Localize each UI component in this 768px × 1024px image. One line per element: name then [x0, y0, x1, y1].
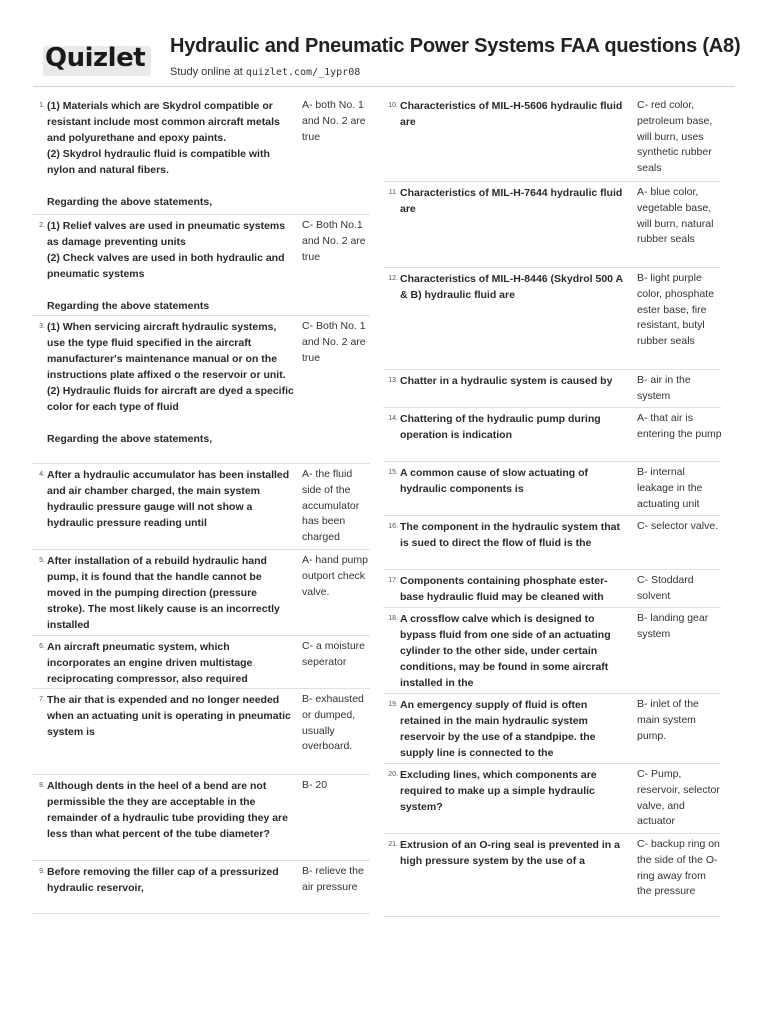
card-number: 17.: [388, 577, 398, 584]
flashcard-1: [32, 95, 370, 215]
card-definition: C- Both No. 1 and No. 2 are true: [302, 320, 366, 364]
flashcard-9: [32, 861, 370, 914]
card-definition: C- Pump, reservoir, selector valve, and actuator: [637, 768, 720, 828]
flashcard-6: [32, 636, 370, 689]
card-number: 12.: [388, 275, 398, 282]
card-definition: B- internal leakage in the actuating unit: [637, 466, 703, 510]
card-term: Excluding lines, which components are required to make up a simple hydraulic system?: [400, 769, 597, 813]
flashcard-20: [383, 764, 721, 834]
card-definition: B- exhausted or dumped, usually overboard.: [302, 693, 364, 753]
flashcard-5: [32, 550, 370, 636]
card-definition: A- both No. 1 and No. 2 are true: [302, 99, 366, 143]
card-term: The component in the hydraulic system that is sued to direct the flow of fluid is the: [400, 521, 620, 549]
card-number: 13.: [388, 377, 398, 384]
flashcard-10: [383, 95, 721, 182]
card-term: Chattering of the hydraulic pump during operation is indication: [400, 413, 601, 441]
card-term: (1) Relief valves are used in pneumatic systems as damage preventing units (2) Check valves are used in both hydraulic and pneumatic systems Regarding the above statements: [47, 220, 286, 312]
card-definition: C- red color, petroleum base, will burn, uses synthetic rubber seals: [637, 99, 713, 175]
card-term: A common cause of slow actuating of hydraulic components is: [400, 467, 589, 495]
flashcard-13: [383, 370, 721, 408]
flashcard-15: [383, 462, 721, 516]
card-number: 19.: [388, 701, 398, 708]
card-number: 21.: [388, 841, 398, 848]
card-definition: B- air in the system: [637, 374, 691, 402]
card-definition: A- hand pump outport check valve.: [302, 554, 368, 598]
card-term: An aircraft pneumatic system, which incorporates an engine driven multistage reciprocating compressor, also required: [47, 641, 253, 685]
page-header: [0, 0, 768, 90]
card-number: 1.: [39, 102, 45, 109]
study-url-link[interactable]: quizlet.com/_1ypr08: [245, 67, 361, 78]
subtitle-prefix: Study online at: [170, 66, 246, 78]
card-number: 2.: [39, 222, 45, 229]
card-number: 20.: [388, 771, 398, 778]
card-term: After installation of a rebuild hydraulic hand pump, it is found that the handle cannot be moved in the pumping direction (pressure stroke). The most likely cause is an incorrectly installed: [47, 555, 280, 631]
card-term: (1) Materials which are Skydrol compatible or resistant include most common aircraft metals and polyurethane and epoxy paints. (2) Skydrol hydraulic fluid is compatible with nylon and natural fibers. Regarding the above statements,: [47, 100, 280, 208]
card-number: 16.: [388, 523, 398, 530]
flashcard-3: [32, 316, 370, 464]
flashcard-7: [32, 689, 370, 775]
card-definition: A- blue color, vegetable base, will burn, natural rubber seals: [637, 186, 714, 246]
card-number: 6.: [39, 643, 45, 650]
card-term: Characteristics of MIL-H-7644 hydraulic fluid are: [400, 187, 623, 215]
flashcard-21: [383, 834, 721, 917]
card-number: 4.: [39, 471, 45, 478]
card-definition: A- that air is entering the pump: [637, 412, 722, 440]
page-subtitle: [170, 66, 360, 78]
card-definition: C- backup ring on the side of the O-ring away from the pressure: [637, 838, 720, 898]
flashcard-2: [32, 215, 370, 316]
card-term: Extrusion of an O-ring seal is prevented in a high pressure system by the use of a: [400, 839, 620, 867]
flashcard-19: [383, 694, 721, 764]
card-term: Chatter in a hydraulic system is caused by: [400, 375, 613, 387]
card-definition: B- 20: [302, 779, 328, 791]
flashcard-16: [383, 516, 721, 570]
card-term: A crossflow calve which is designed to bypass fluid from one side of an actuating cylinder to the other side, under certain conditions, may be found in some aircraft installed in the: [400, 613, 611, 689]
card-number: 8.: [39, 782, 45, 789]
header-divider: [33, 86, 735, 87]
card-term: Components containing phosphate ester-base hydraulic fluid may be cleaned with: [400, 575, 608, 603]
card-number: 15.: [388, 469, 398, 476]
card-number: 10.: [388, 102, 398, 109]
quizlet-logo[interactable]: [43, 43, 151, 76]
card-definition: B- light purple color, phosphate ester base, fire resistant, butyl rubber seals: [637, 272, 715, 348]
card-definition: C- Both No.1 and No. 2 are true: [302, 219, 366, 263]
card-term: Although dents in the heel of a bend are not permissible the they are acceptable in the remainder of a hydraulic tube providing they are less than what percent of the tube diameter?: [47, 780, 288, 840]
card-number: 18.: [388, 615, 398, 622]
flashcard-11: [383, 182, 721, 268]
card-term: An emergency supply of fluid is often retained in the main hydraulic system reservoir by the use of a standpipe. the supply line is connected to the: [400, 699, 596, 759]
card-definition: C- selector valve.: [637, 520, 719, 532]
logo-text: Quizlet: [45, 43, 146, 73]
card-term: Before removing the filler cap of a pressurized hydraulic reservoir,: [47, 866, 279, 894]
flashcard-4: [32, 464, 370, 550]
card-definition: B- relieve the air pressure: [302, 865, 364, 893]
card-term: (1) When servicing aircraft hydraulic systems, use the type fluid specified in the aircraft manufacturer's maintenance manual or on the instructions plate affixed o the reservoir or unit. (2) Hydraulic fluids for aircraft are dyed a specific color for each type of fluid Regarding the above statements,: [47, 321, 294, 445]
card-definition: B- inlet of the main system pump.: [637, 698, 699, 742]
right-card-column: [383, 95, 721, 917]
card-number: 9.: [39, 868, 45, 875]
card-term: After a hydraulic accumulator has been installed and air chamber charged, the main system hydraulic pressure gauge will not show a hydraulic pressure reading until: [47, 469, 290, 529]
page-title: Hydraulic and Pneumatic Power Systems FAA questions (A8): [170, 35, 741, 57]
card-definition: B- landing gear system: [637, 612, 709, 640]
card-number: 11.: [388, 189, 398, 196]
flashcard-12: [383, 268, 721, 370]
card-number: 3.: [39, 323, 45, 330]
card-definition: C- a moisture seperator: [302, 640, 366, 668]
card-number: 5.: [39, 557, 45, 564]
card-term: The air that is expended and no longer needed when an actuating unit is operating in pneumatic system is: [47, 694, 291, 738]
card-definition: C- Stoddard solvent: [637, 574, 694, 602]
card-number: 7.: [39, 696, 45, 703]
flashcard-14: [383, 408, 721, 462]
card-term: Characteristics of MIL-H-5606 hydraulic fluid are: [400, 100, 623, 128]
flashcard-18: [383, 608, 721, 694]
left-card-column: [32, 95, 370, 914]
card-definition: A- the fluid side of the accumulator has been charged: [302, 468, 360, 544]
card-term: Characteristics of MIL-H-8446 (Skydrol 500 A & B) hydraulic fluid are: [400, 273, 623, 301]
card-number: 14.: [388, 415, 398, 422]
flashcard-17: [383, 570, 721, 608]
flashcard-8: [32, 775, 370, 861]
